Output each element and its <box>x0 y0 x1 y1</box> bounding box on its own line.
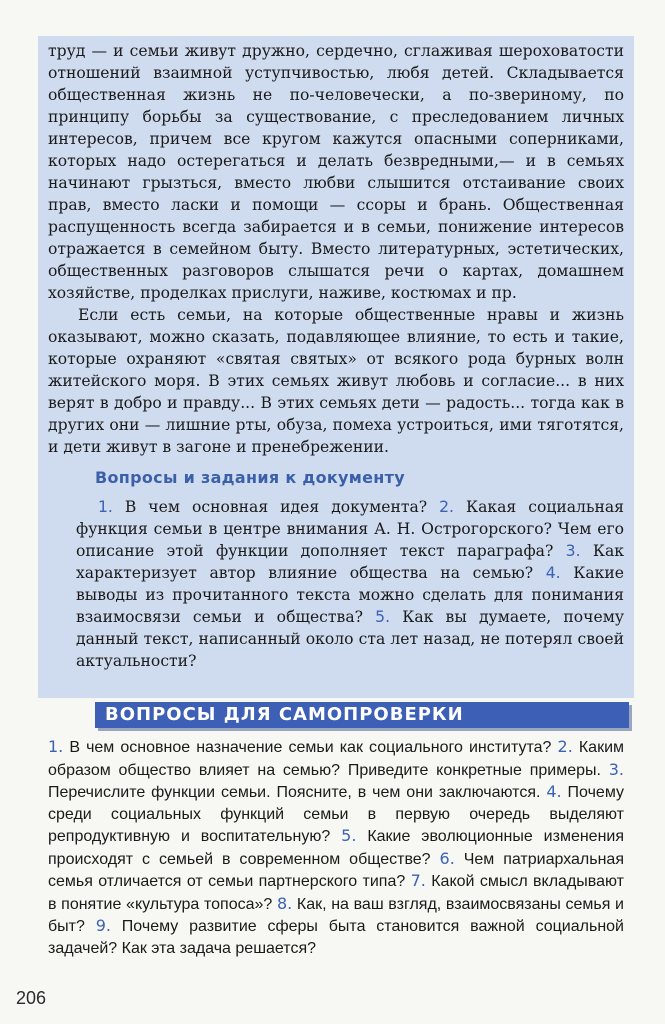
question-number: 6. <box>439 848 455 868</box>
question-number: 8. <box>276 893 293 913</box>
question-number: 3. <box>565 542 581 560</box>
question-text: В чем основное назначение семьи как социального института? <box>63 739 558 756</box>
question-text: Как характеризует автор влияние общества на семью? <box>76 542 624 582</box>
question-text: Какая социальная функция семьи в центре внимания А. Н. Острогорского? Чем его описание этой функции дополняет текст параграфа? <box>76 498 624 560</box>
question-text: Какие эволюционные изменения происходят с семьей в современном обществе? <box>48 828 625 868</box>
question-text: Какие выводы из прочитанного текста можно сделать для понимания взаимосвязи семьи и общества? <box>76 564 624 626</box>
question-number: 2. <box>557 737 573 756</box>
question-number: 5. <box>375 608 391 626</box>
self-check-text <box>48 736 624 959</box>
self-check-questions <box>48 736 624 959</box>
question-number: 1. <box>48 737 64 756</box>
question-number: 4. <box>545 564 561 582</box>
question-number: 9. <box>95 916 111 935</box>
question-text: Как, на ваш взгляд, взаимосвязаны семья и быт? <box>48 895 624 935</box>
question-number: 2. <box>439 498 455 516</box>
document-questions-text <box>76 496 624 672</box>
question-number: 5. <box>341 826 357 845</box>
question-text: Почему развитие сферы быта становится важной социальной задачей? Как эта задача решается? <box>48 918 624 957</box>
page-number: 206 <box>16 988 47 1008</box>
question-text: Чем патриархальная семья отличается от семьи партнерского типа? <box>48 850 624 890</box>
document-paragraph-1: труд — и семьи живут дружно, сердечно, сглаживая шероховатости отношений взаимной уступчивостью, любя детей. Складывается общественная жизнь не по-человечески, а по-звериному, по принципу борьбы за существование, с преследованием личных интересов, причем все кругом кажутся опасными соперниками, которых надо остерегаться и делать безвредными,— и в семьях начинают грызться, вместо любви слышится отстаивание своих прав, вместо ласки и помощи — ссоры и брань. Общественная распущенность всегда забирается и в семьи, понижение интересов отражается в семейном быту. Вместо литературных, эстетических, общественных разговоров слышатся речи о картах, домашнем хозяйстве, проделках прислуги, наживе, костюмах и пр. <box>48 42 624 302</box>
question-number: 1. <box>98 498 113 516</box>
document-excerpt <box>48 40 624 458</box>
question-text: Каким образом общество влияет на семью? Приведите конкретные примеры. <box>48 739 625 779</box>
document-questions <box>76 496 624 672</box>
document-questions-title: Вопросы и задания к документу <box>95 468 405 487</box>
question-text: Какой смысл вкладывают в понятие «культура топоса»? <box>48 873 624 913</box>
question-text: В чем основная идея документа? <box>112 498 440 516</box>
question-text: Перечислите функции семьи. Поясните, в чем они заключаются. <box>48 784 547 801</box>
question-text: Как вы думаете, почему данный текст, написанный около ста лет назад, не потерял своей актуальности? <box>76 608 624 670</box>
self-check-banner: ВОПРОСЫ ДЛЯ САМОПРОВЕРКИ <box>95 702 629 728</box>
document-paragraph-2: Если есть семьи, на которые общественные нравы и жизнь оказывают, можно сказать, подавляющее влияние, то есть и такие, которые охраняют «святая святых» от всякого рода бурных волн житейского моря. В этих семьях живут любовь и согласие... в них верят в добро и правду... В этих семьях дети — радость... тогда как в других они — лишние рты, обуза, помеха устроиться, ими тяготятся, и дети живут в загоне и пренебрежении. <box>48 306 624 456</box>
question-number: 4. <box>546 782 562 801</box>
question-number: 3. <box>608 759 624 779</box>
question-number: 7. <box>410 871 426 890</box>
question-text: Почему среди социальных функций семьи в первую очередь выделяют репродуктивную и воспитательную? <box>48 784 625 845</box>
